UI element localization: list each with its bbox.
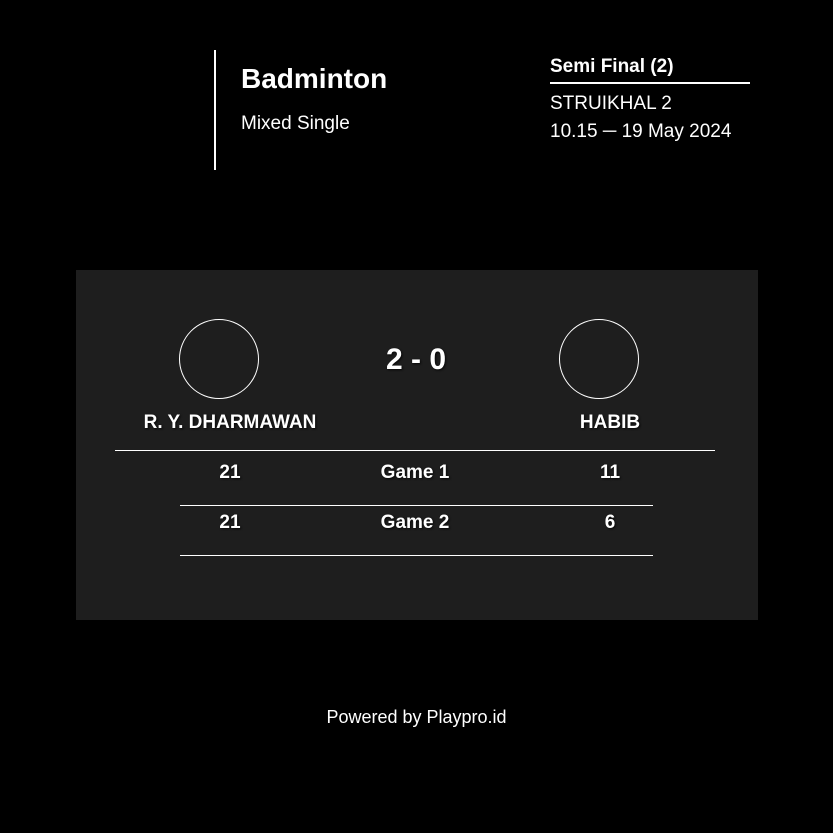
round-label: Semi Final (2) — [550, 56, 674, 77]
schedule-label: 10.15 ─ 19 May 2024 — [550, 121, 732, 142]
game-row — [180, 456, 653, 506]
game-label: Game 2 — [380, 512, 450, 533]
sport-category: Mixed Single — [241, 113, 350, 134]
round-underline — [550, 82, 750, 84]
game-right-score: 11 — [599, 462, 621, 483]
powered-by-footer: Powered by Playpro.id — [326, 707, 507, 727]
game-row-divider — [180, 555, 653, 556]
player-left-avatar — [179, 319, 259, 399]
player-right-name: HABIB — [579, 412, 641, 433]
player-left-name: R. Y. DHARMAWAN — [143, 412, 317, 433]
game-left-score: 21 — [219, 462, 241, 483]
match-card — [76, 270, 758, 620]
player-right-avatar — [559, 319, 639, 399]
game-label: Game 1 — [380, 462, 450, 483]
game-left-score: 21 — [219, 512, 241, 533]
venue-label: STRUIKHAL 2 — [550, 93, 672, 114]
game-row — [180, 506, 653, 556]
header-vertical-divider — [214, 50, 216, 170]
score-divider — [115, 450, 715, 451]
sport-title: Badminton — [241, 63, 388, 94]
game-right-score: 6 — [604, 512, 616, 533]
match-score: 2 - 0 — [385, 343, 447, 376]
